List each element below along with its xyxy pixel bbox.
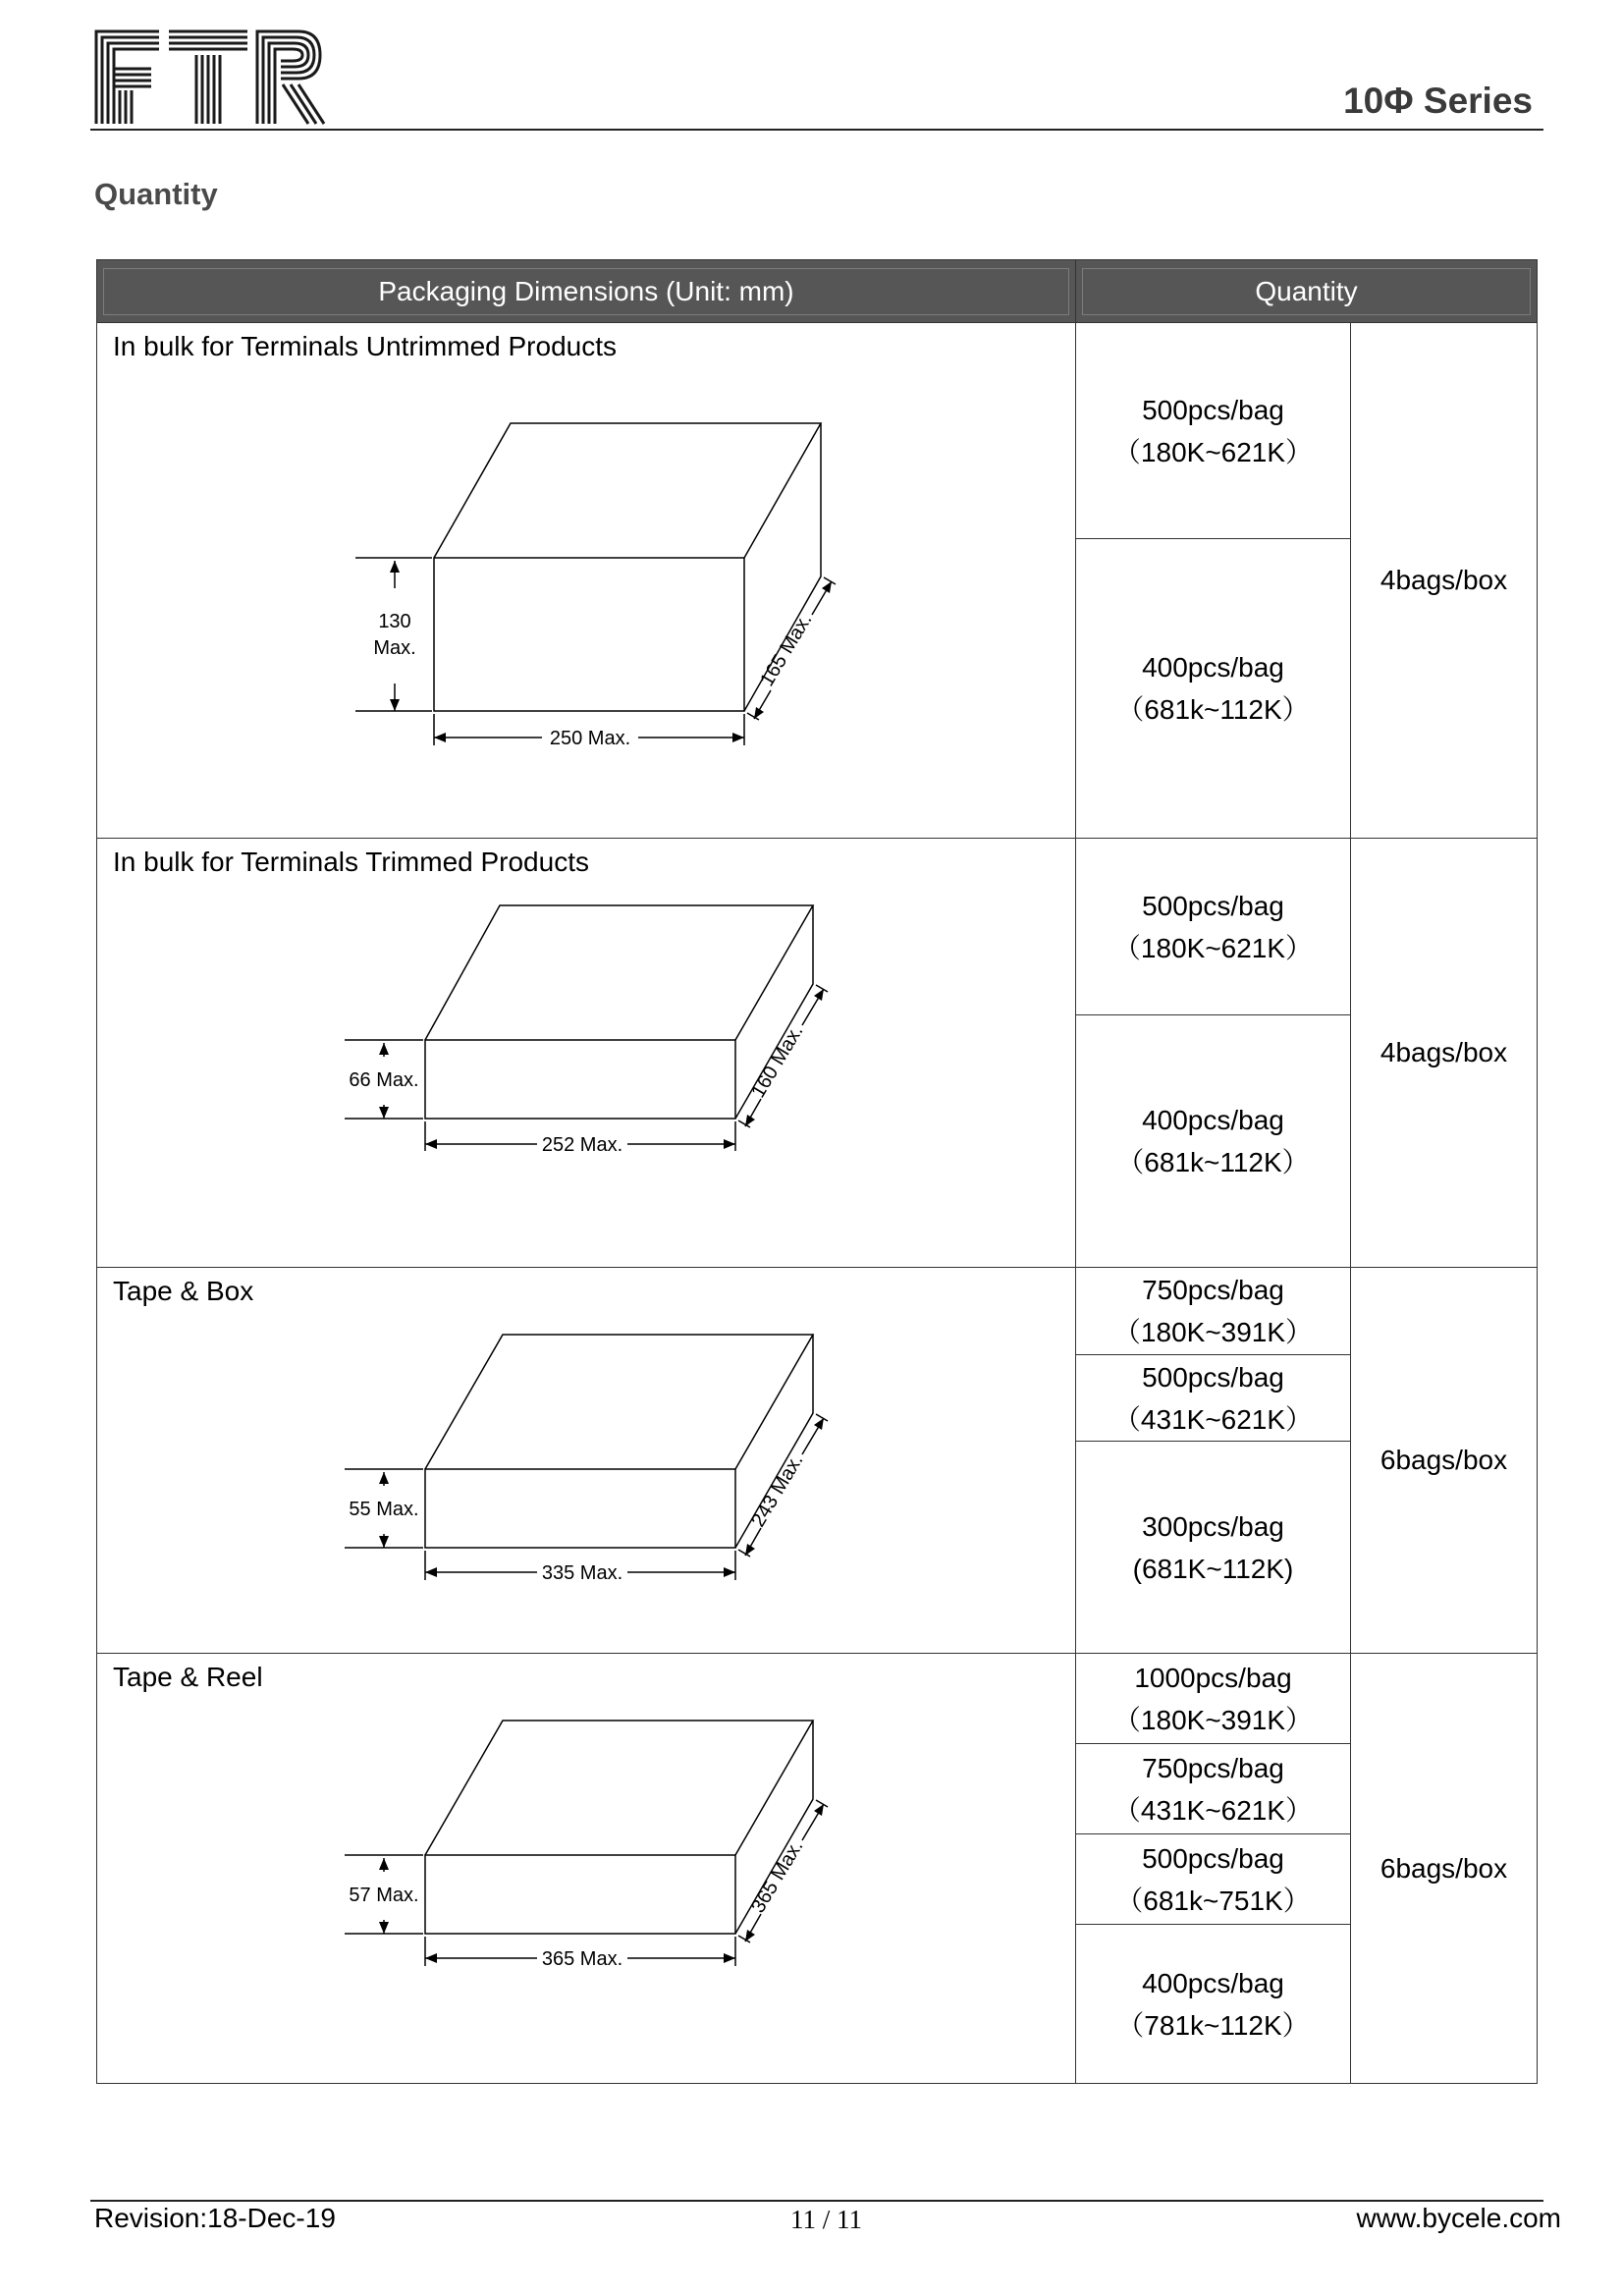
bag-quantity-cell: 500pcs/bag （681k~751K） (1076, 1834, 1351, 1925)
bag-quantity-cell: 750pcs/bag （180K~391K） (1076, 1268, 1351, 1355)
height-label: 55 Max. (349, 1499, 419, 1520)
bag-quantity-cell: 500pcs/bag （180K~621K） (1076, 323, 1351, 539)
header-dimensions: Packaging Dimensions (Unit: mm) (97, 260, 1076, 323)
depth-label: 243 Max. (747, 1449, 808, 1531)
box-diagram-tape-box (97, 1268, 1076, 1654)
width-label: 252 Max. (541, 1134, 623, 1156)
height-label: 66 Max. (349, 1069, 419, 1091)
box-front-face (425, 1469, 735, 1548)
width-label: 335 Max. (541, 1562, 623, 1584)
box-quantity-cell: 6bags/box (1351, 1654, 1538, 2084)
bag-quantity-cell: 750pcs/bag （431K~621K） (1076, 1744, 1351, 1834)
height-label: 130 (378, 611, 411, 632)
header-quantity: Quantity (1076, 260, 1538, 323)
series-title: 10Φ Series (1343, 81, 1533, 121)
bag-quantity-cell: 500pcs/bag （431K~621K） (1076, 1355, 1351, 1442)
ftr-logo (94, 26, 326, 126)
table-row (97, 1268, 1538, 1355)
bag-quantity-cell: 400pcs/bag （681k~112K） (1076, 1015, 1351, 1268)
width-label: 365 Max. (541, 1948, 623, 1970)
table-row (97, 839, 1538, 1015)
box-front-face (434, 558, 744, 711)
diagram-cell-tape-reel (97, 1654, 1076, 2084)
diagram-cell-tape-box (97, 1268, 1076, 1654)
header-rule (90, 129, 1543, 131)
row-title: In bulk for Terminals Untrimmed Products (113, 331, 617, 361)
box-diagram-trimmed (97, 839, 1076, 1268)
height-label: 57 Max. (349, 1885, 419, 1906)
footer-rule (90, 2200, 1543, 2202)
diagram-cell-trimmed (97, 839, 1076, 1268)
row-title: Tape & Reel (113, 1662, 263, 1692)
bag-quantity-cell: 300pcs/bag (681K~112K) (1076, 1442, 1351, 1654)
bag-quantity-cell: 400pcs/bag （781k~112K） (1076, 1925, 1351, 2084)
width-label: 250 Max. (549, 728, 631, 749)
table-row (97, 1654, 1538, 1744)
section-title: Quantity (94, 177, 218, 211)
depth-label: 165 Max. (756, 609, 817, 690)
box-quantity-cell: 4bags/box (1351, 839, 1538, 1268)
depth-label: 160 Max. (747, 1020, 808, 1102)
table-row (97, 323, 1538, 539)
bag-quantity-cell: 1000pcs/bag （180K~391K） (1076, 1654, 1351, 1744)
box-quantity-cell: 4bags/box (1351, 323, 1538, 839)
row-title: In bulk for Terminals Trimmed Products (113, 847, 589, 877)
revision-date: Revision:18-Dec-19 (94, 2203, 336, 2233)
height-label-max: Max. (373, 637, 416, 659)
box-front-face (425, 1855, 735, 1934)
website-link[interactable]: www.bycele.com (1356, 2203, 1561, 2233)
table-header-row (97, 260, 1538, 323)
bag-quantity-cell: 500pcs/bag （180K~621K） (1076, 839, 1351, 1015)
row-title: Tape & Box (113, 1276, 254, 1306)
box-quantity-cell: 6bags/box (1351, 1268, 1538, 1654)
depth-label: 365 Max. (747, 1835, 808, 1917)
box-diagram-tape-reel (97, 1654, 1076, 2082)
box-diagram-untrimmed (97, 323, 1076, 839)
bag-quantity-cell: 400pcs/bag （681k~112K） (1076, 539, 1351, 839)
diagram-cell-untrimmed (97, 323, 1076, 839)
box-front-face (425, 1040, 735, 1119)
packaging-table (96, 259, 1538, 2084)
height-extension-lines (355, 558, 432, 711)
page-number: 11 / 11 (790, 2205, 862, 2234)
